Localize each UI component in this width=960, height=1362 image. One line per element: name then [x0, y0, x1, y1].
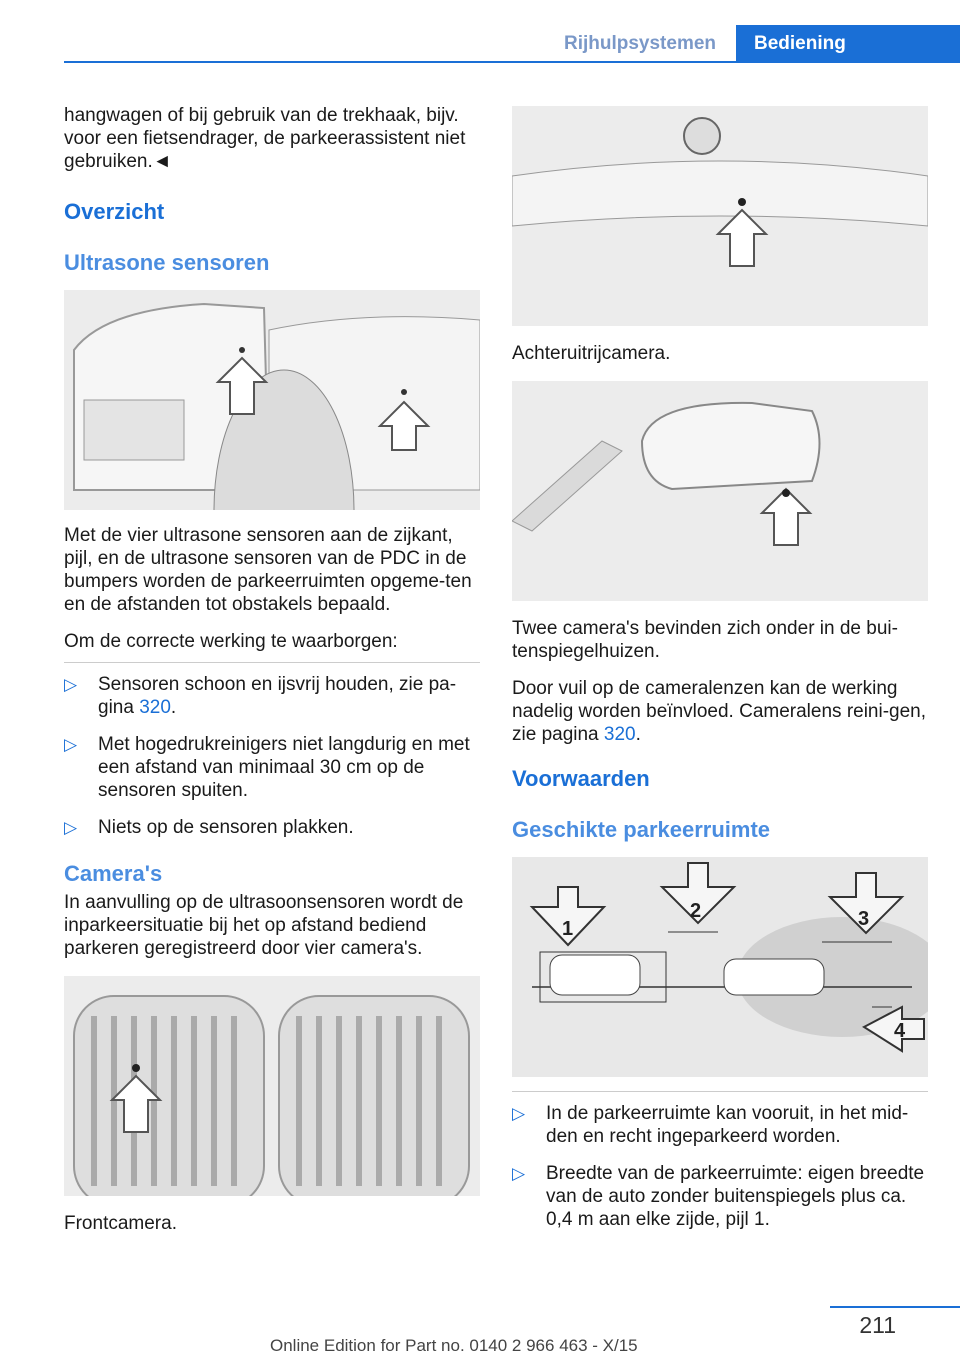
caption-front-camera: Frontcamera. [64, 1213, 177, 1234]
care-list [64, 673, 480, 839]
diagram-label-3: 3 [858, 908, 870, 930]
heading-overview: Overzicht [64, 199, 165, 224]
left-column [64, 104, 480, 1251]
page-number: 211 [859, 1312, 896, 1338]
bullet-icon: ▷ [64, 675, 78, 694]
mirror-camera-image [512, 381, 928, 601]
list-item: ▷ Breedte van de parkeerruimte: eigen breedte van de auto zonder buitenspiegels plus ca. 0,4 m aan elke zijde, pijl 1. [512, 1163, 925, 1230]
rear-camera-image [512, 106, 928, 326]
list-divider [512, 1091, 928, 1092]
ensure-paragraph: Om de correcte werking te waarborgen: [64, 631, 398, 652]
parking-diagram [512, 857, 928, 1077]
page-link-320[interactable]: 320 [139, 697, 171, 718]
caption-rear-camera: Achteruitrijcamera. [512, 343, 671, 364]
grille-illustration [64, 976, 480, 1196]
ultrasonic-sensors-image [64, 290, 480, 510]
header-rule [64, 61, 960, 63]
footer-rule [830, 1306, 960, 1308]
car-side-illustration [64, 290, 480, 510]
heading-cameras: Camera's [64, 861, 163, 886]
front-camera-image [64, 976, 480, 1196]
diagram-label-4: 4 [894, 1020, 906, 1042]
mirror-paragraph: Twee camera's bevinden zich onder in de bui‐tenspiegelhuizen. [512, 618, 898, 662]
list-item: ▷ Niets op de sensoren plakken. [64, 817, 354, 838]
trunk-illustration [512, 106, 928, 326]
bullet-icon: ▷ [512, 1164, 526, 1183]
parking-conditions-list [512, 1102, 928, 1231]
mirror-illustration [512, 381, 928, 601]
heading-space: Geschikte parkeerruimte [512, 817, 771, 842]
list-item: ▷ Sensoren schoon en ijsvrij houden, zie pa‐gina 320. [64, 674, 457, 718]
page-link-320[interactable]: 320 [603, 724, 636, 745]
dirt-paragraph: Door vuil op de cameralenzen kan de werking nadelig worden beïnvloed. Cameralens reini‐gen, zie pagina 320. [512, 678, 927, 745]
right-column [512, 106, 928, 1245]
list-divider [64, 662, 480, 663]
diagram-label-2: 2 [690, 900, 702, 922]
sensors-paragraph: Met de vier ultrasone sensoren aan de zijkant, pijl, en de ultrasone sensoren van de PDC in de bumpers worden de parkeerruimten opgeme‐ten en de afstanden tot obstakels bepaald. [64, 525, 472, 615]
diagram-label-1: 1 [562, 918, 574, 940]
parking-space-diagram [512, 857, 928, 1077]
brand-badge-icon [684, 118, 720, 154]
header-chapter-tab[interactable]: Bediening [736, 25, 960, 62]
list-item: ▷ In de parkeerruimte kan vooruit, in het mid‐den en recht ingeparkeerd worden. [512, 1103, 909, 1147]
header-section-tab[interactable]: Rijhulpsystemen [563, 33, 717, 54]
bullet-icon: ▷ [64, 818, 78, 837]
intro-text: hangwagen of bij gebruik van de trekhaak, bijv. voor een fietsendrager, de parkeerassistent niet gebruiken.◄ [64, 105, 466, 172]
cameras-paragraph: In aanvulling op de ultrasoonsensoren wordt de inparkeersituatie bij het op afstand bediend parkeren geregistreerd door vier camera's. [64, 892, 464, 959]
heading-ultrasonic: Ultrasone sensoren [64, 250, 270, 275]
bullet-icon: ▷ [64, 735, 78, 754]
bullet-icon: ▷ [512, 1104, 526, 1123]
list-item: ▷ Met hogedrukreinigers niet langdurig en met een afstand van minimaal 30 cm op de sensoren spuiten. [64, 734, 470, 801]
heading-conditions: Voorwaarden [512, 766, 650, 791]
edition-footer: Online Edition for Part no. 0140 2 966 463 - X/15 [270, 1336, 638, 1355]
